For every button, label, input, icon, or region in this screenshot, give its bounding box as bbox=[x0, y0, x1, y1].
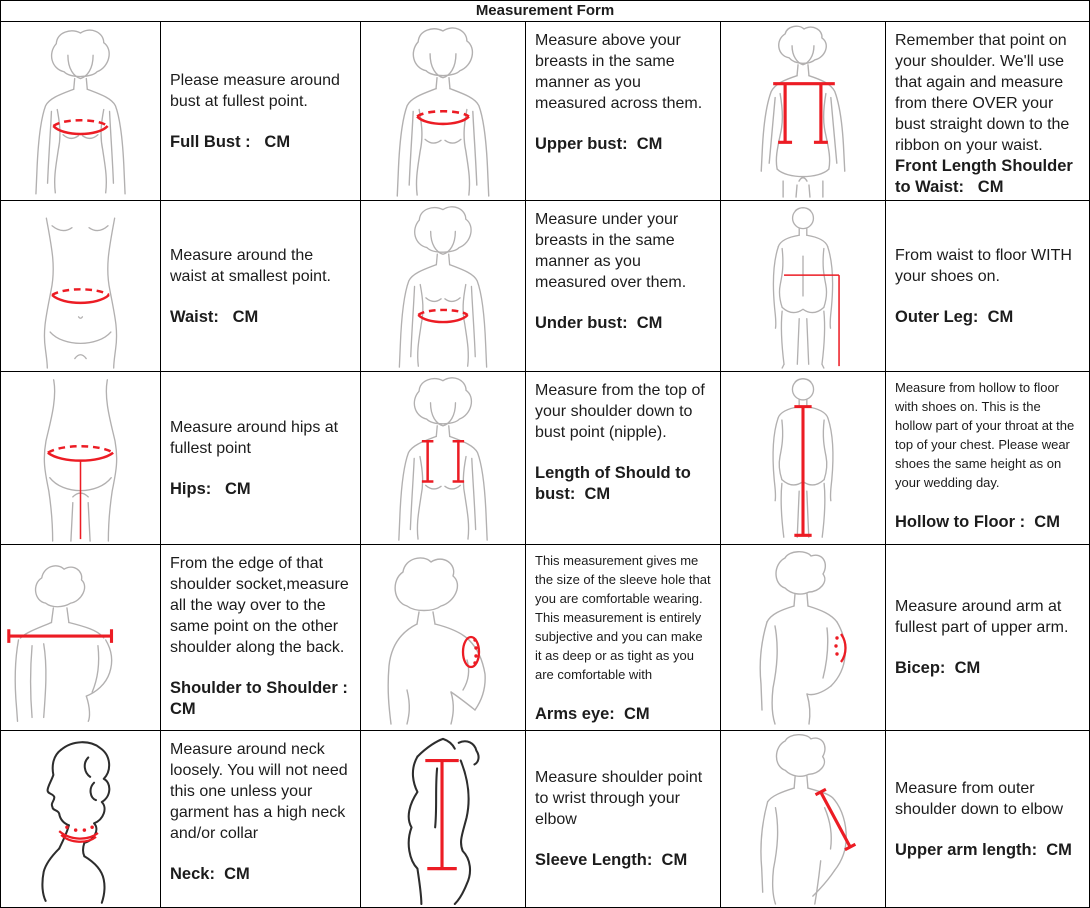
measurement-label: Under bust: CM bbox=[535, 314, 663, 332]
measurement-label: Bicep: CM bbox=[895, 659, 981, 677]
measurement-cell-arms-eye bbox=[526, 545, 721, 731]
measurement-label: Sleeve Length: CM bbox=[535, 851, 688, 869]
measurement-label: Neck: CM bbox=[170, 865, 250, 883]
upper-arm-length-illustration bbox=[723, 733, 883, 905]
measurement-cell-hips bbox=[161, 372, 361, 545]
measurement-description: Measure around neck loosely. You will not need this one unless your garment has a high neck and/or collar bbox=[170, 741, 348, 842]
bicep-illustration bbox=[723, 547, 883, 728]
shoulder-to-bust-illustration bbox=[363, 374, 523, 542]
measurement-description: Measure from the top of your shoulder down to bust point (nipple). bbox=[535, 382, 705, 441]
measurement-cell-shoulder-to-bust bbox=[526, 372, 721, 545]
figure-cell-hollow-to-floor bbox=[721, 372, 886, 545]
measurement-cell-outer-leg bbox=[886, 201, 1089, 372]
measurement-description: Measure around arm at fullest part of upper arm. bbox=[895, 598, 1069, 636]
measurement-description: Measure under your breasts in the same manner as you measured over them. bbox=[535, 211, 687, 291]
measurement-cell-neck bbox=[161, 731, 361, 907]
measurement-description: Measure from hollow to floor with shoes on. This is the hollow part of your throat at the top of your chest. Please wear shoes the same height as on your wedding day. bbox=[895, 380, 1075, 490]
shoulder-to-shoulder-illustration bbox=[3, 547, 158, 728]
measurement-table bbox=[1, 1, 1089, 907]
measurement-description: Measure above your breasts in the same manner as you measured across them. bbox=[535, 32, 703, 112]
measurement-cell-under-bust bbox=[526, 201, 721, 372]
figure-cell-full-bust bbox=[1, 22, 161, 201]
measurement-label: Waist: CM bbox=[170, 307, 259, 326]
measurement-description: Remember that point on your shoulder. We'll use that again and measure from there OVER your bust straight down to the ribbon on your waist. bbox=[895, 32, 1070, 154]
waist-illustration bbox=[3, 203, 158, 369]
measurement-description: Measure shoulder point to wrist through your elbow bbox=[535, 769, 703, 828]
measurement-cell-hollow-to-floor bbox=[886, 372, 1089, 545]
figure-cell-under-bust bbox=[361, 201, 526, 372]
figure-cell-outer-leg bbox=[721, 201, 886, 372]
measurement-description: Please measure around bust at fullest point. bbox=[170, 71, 340, 110]
page-title: Measurement Form bbox=[1, 1, 1089, 22]
measurement-cell-upper-bust bbox=[526, 22, 721, 201]
measurement-label: Full Bust : CM bbox=[170, 132, 291, 151]
hips-illustration bbox=[3, 374, 158, 542]
measurement-cell-full-bust bbox=[161, 22, 361, 201]
arms-eye-illustration bbox=[363, 547, 523, 728]
figure-cell-waist bbox=[1, 201, 161, 372]
figure-cell-arms-eye bbox=[361, 545, 526, 731]
measurement-cell-upper-arm-length bbox=[886, 731, 1089, 907]
figure-cell-neck bbox=[1, 731, 161, 907]
measurement-label: Hollow to Floor : CM bbox=[895, 513, 1060, 531]
measurement-description: Measure around hips at fullest point bbox=[170, 418, 339, 457]
measurement-label: Outer Leg: CM bbox=[895, 307, 1014, 326]
neck-illustration bbox=[3, 733, 158, 905]
figure-cell-upper-bust bbox=[361, 22, 526, 201]
under-bust-illustration bbox=[363, 203, 523, 369]
measurement-cell-shoulder-to-shoulder bbox=[161, 545, 361, 731]
measurement-label: Length of Should to bust: CM bbox=[535, 464, 696, 503]
measurement-label: Upper bust: CM bbox=[535, 135, 663, 153]
figure-cell-front-length bbox=[721, 22, 886, 201]
figure-cell-upper-arm-length bbox=[721, 731, 886, 907]
measurement-label: Front Length Shoulder to Waist: CM bbox=[895, 157, 1078, 196]
full-bust-illustration bbox=[3, 24, 158, 198]
hollow-to-floor-illustration bbox=[723, 374, 883, 542]
measurement-description: From waist to floor WITH your shoes on. bbox=[895, 246, 1072, 285]
measurement-label: Hips: CM bbox=[170, 479, 251, 498]
measurement-description: Measure around the waist at smallest point. bbox=[170, 246, 331, 285]
figure-cell-hips bbox=[1, 372, 161, 545]
front-length-illustration bbox=[723, 24, 883, 198]
outer-leg-illustration bbox=[723, 203, 883, 369]
measurement-cell-waist bbox=[161, 201, 361, 372]
measurement-label: Shoulder to Shoulder : CM bbox=[170, 679, 353, 718]
measurement-label: Arms eye: CM bbox=[535, 705, 650, 723]
figure-cell-sleeve-length bbox=[361, 731, 526, 907]
measurement-description: From the edge of that shoulder socket,measure all the way over to the same point on the other shoulder along the back. bbox=[170, 555, 349, 656]
measurement-cell-bicep bbox=[886, 545, 1089, 731]
measurement-cell-sleeve-length bbox=[526, 731, 721, 907]
figure-cell-bicep bbox=[721, 545, 886, 731]
measurement-label: Upper arm length: CM bbox=[895, 840, 1072, 859]
measurement-cell-front-length bbox=[886, 22, 1089, 201]
measurement-description: Measure from outer shoulder down to elbow bbox=[895, 779, 1064, 818]
upper-bust-illustration bbox=[363, 24, 523, 198]
figure-cell-shoulder-to-bust bbox=[361, 372, 526, 545]
figure-cell-shoulder-to-shoulder bbox=[1, 545, 161, 731]
sleeve-length-illustration bbox=[363, 733, 523, 905]
measurement-description: This measurement gives me the size of the sleeve hole that you are comfortable wearing. This measurement is entirely subjective and you can make it as deep or as tight as you are comfortable with bbox=[535, 553, 711, 682]
